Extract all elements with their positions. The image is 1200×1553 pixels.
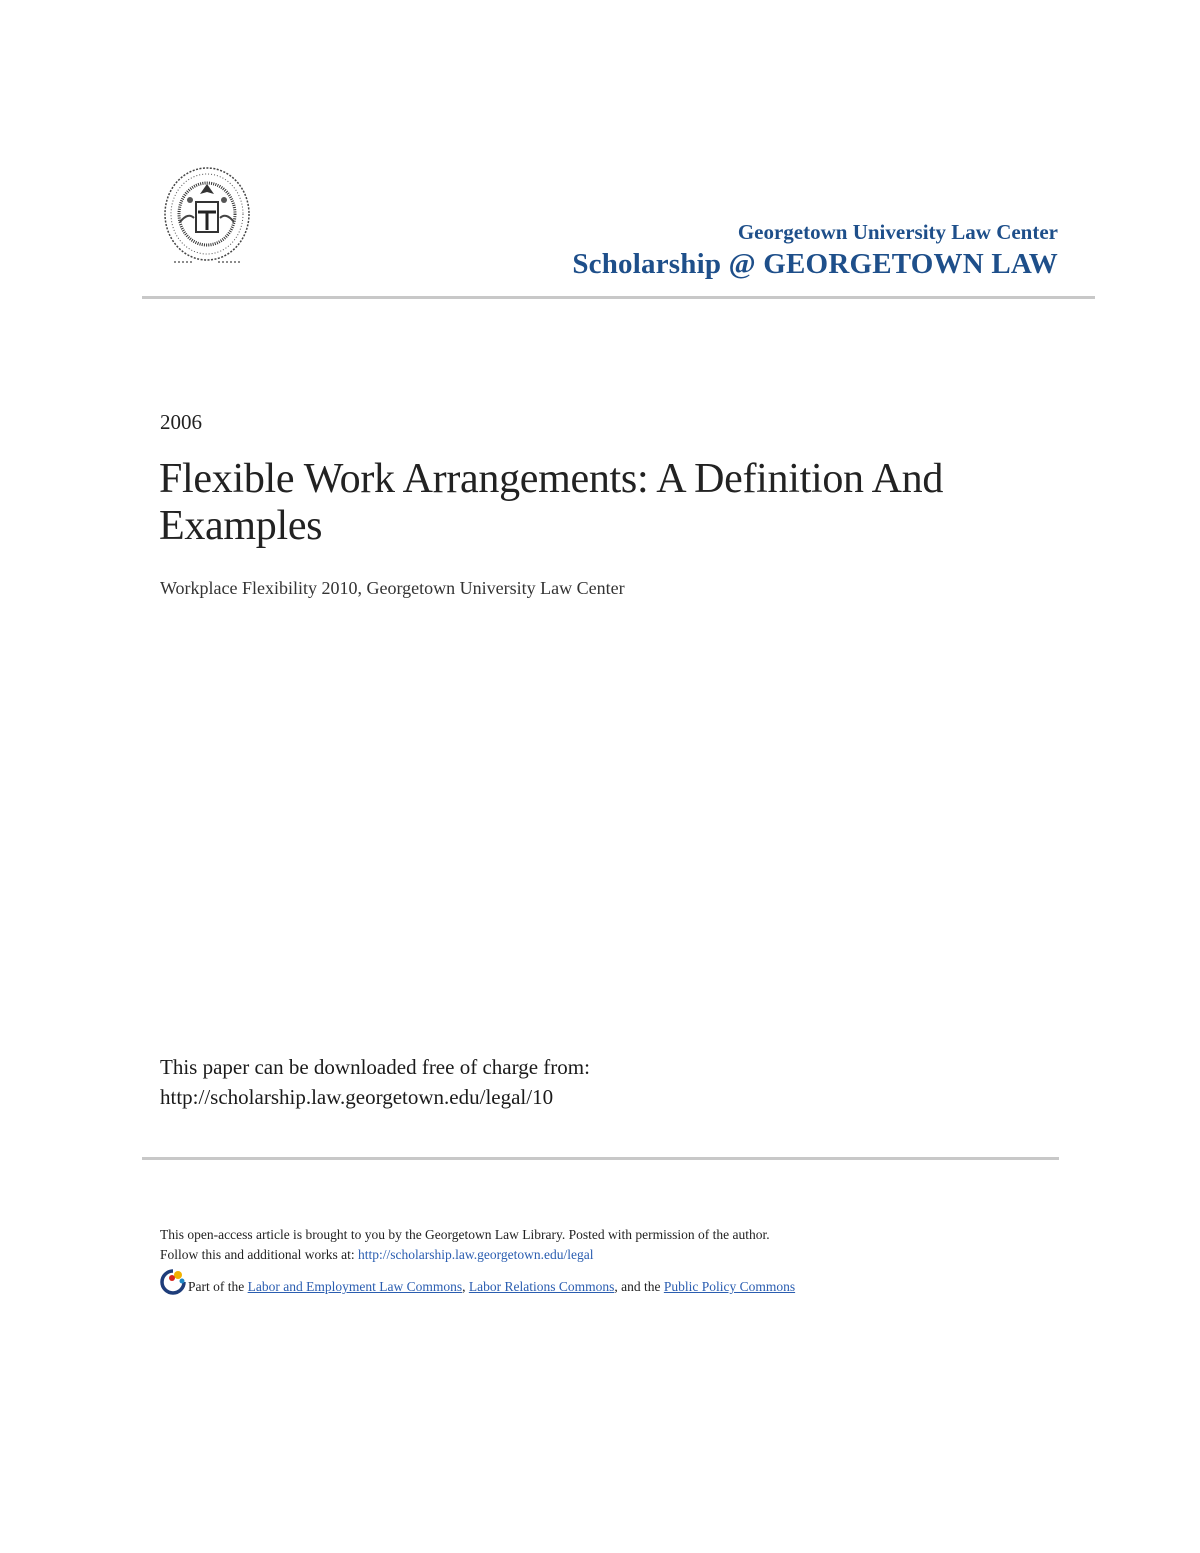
article-title: Flexible Work Arrangements: A Definition And Examples (159, 456, 944, 549)
follow-text: Follow this and additional works at: (160, 1247, 358, 1262)
institution-name: Georgetown University Law Center (737, 220, 1058, 244)
open-access-notice: This open-access article is brought to you by the Georgetown Law Library. Posted with permission of the author. (160, 1227, 770, 1242)
publication-year: 2006 (160, 410, 202, 434)
article-affiliation: Workplace Flexibility 2010, Georgetown University Law Center (160, 578, 625, 598)
separator-1: , (462, 1279, 469, 1294)
download-url[interactable]: http://scholarship.law.georgetown.edu/legal/10 (160, 1085, 554, 1109)
follow-link[interactable]: http://scholarship.law.georgetown.edu/legal (358, 1247, 594, 1262)
labor-relations-commons-link[interactable]: Labor Relations Commons (468, 1279, 615, 1294)
follow-line (160, 1245, 1060, 1265)
network-commons-icon (160, 1269, 186, 1295)
download-text: This paper can be downloaded free of charge from: (160, 1055, 590, 1079)
labor-employment-law-commons-link[interactable]: Labor and Employment Law Commons (247, 1279, 463, 1294)
part-of-text: Part of the (188, 1279, 248, 1294)
download-notice (160, 1052, 590, 1112)
repository-header (572, 218, 1058, 282)
top-divider (142, 296, 1095, 299)
commons-line (160, 1275, 1060, 1299)
repository-name: Scholarship @ GEORGETOWN LAW (572, 248, 1058, 280)
university-seal-icon (160, 162, 254, 272)
public-policy-commons-link[interactable]: Public Policy Commons (663, 1279, 796, 1294)
separator-2: , and the (614, 1279, 664, 1294)
footer (160, 1225, 1060, 1299)
bottom-divider (142, 1157, 1059, 1160)
